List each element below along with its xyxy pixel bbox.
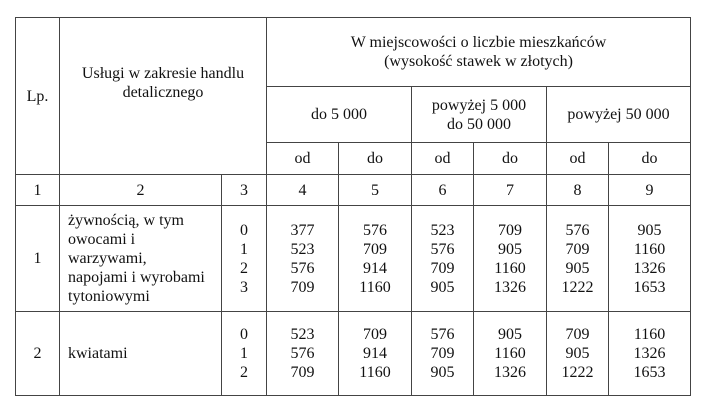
column-number: 4	[267, 175, 339, 206]
header-range-3: powyżej 50 000	[547, 87, 691, 143]
header-do: do	[339, 143, 412, 175]
header-od: od	[547, 143, 609, 175]
row-lp: 1	[16, 206, 60, 312]
row-levels: 0 1 2	[222, 312, 267, 396]
header-population-group: W miejscowości o liczbie mieszkańców (wysokość stawek w złotych)	[267, 18, 691, 87]
header-od: od	[267, 143, 339, 175]
column-number: 3	[222, 175, 267, 206]
column-number-row	[16, 175, 691, 206]
table-row	[16, 206, 691, 312]
header-od: od	[412, 143, 474, 175]
cell-col6: 523 576 709 905	[412, 206, 474, 312]
header-lp: Lp.	[16, 18, 60, 175]
header-range-1: do 5 000	[267, 87, 412, 143]
column-number: 2	[60, 175, 222, 206]
column-number: 7	[474, 175, 547, 206]
cell-col7: 905 1160 1326	[474, 312, 547, 396]
header-do: do	[474, 143, 547, 175]
cell-col9: 905 1160 1326 1653	[609, 206, 691, 312]
row-levels: 0 1 2 3	[222, 206, 267, 312]
cell-col8: 709 905 1222	[547, 312, 609, 396]
fee-table	[15, 17, 691, 396]
cell-col6: 576 709 905	[412, 312, 474, 396]
column-number: 5	[339, 175, 412, 206]
cell-col9: 1160 1326 1653	[609, 312, 691, 396]
cell-col5: 576 709 914 1160	[339, 206, 412, 312]
row-lp: 2	[16, 312, 60, 396]
row-service: kwiatami	[60, 312, 222, 396]
column-number: 1	[16, 175, 60, 206]
header-range-2: powyżej 5 000 do 50 000	[412, 87, 547, 143]
column-number: 9	[609, 175, 691, 206]
row-service: żywnością, w tym owocami i warzywami, napojami i wyrobami tytoniowymi	[60, 206, 222, 312]
cell-col5: 709 914 1160	[339, 312, 412, 396]
column-number: 6	[412, 175, 474, 206]
cell-col8: 576 709 905 1222	[547, 206, 609, 312]
header-services: Usługi w zakresie handlu detalicznego	[60, 18, 267, 175]
cell-col4: 523 576 709	[267, 312, 339, 396]
cell-col7: 709 905 1160 1326	[474, 206, 547, 312]
table-row	[16, 312, 691, 396]
header-do: do	[609, 143, 691, 175]
column-number: 8	[547, 175, 609, 206]
cell-col4: 377 523 576 709	[267, 206, 339, 312]
